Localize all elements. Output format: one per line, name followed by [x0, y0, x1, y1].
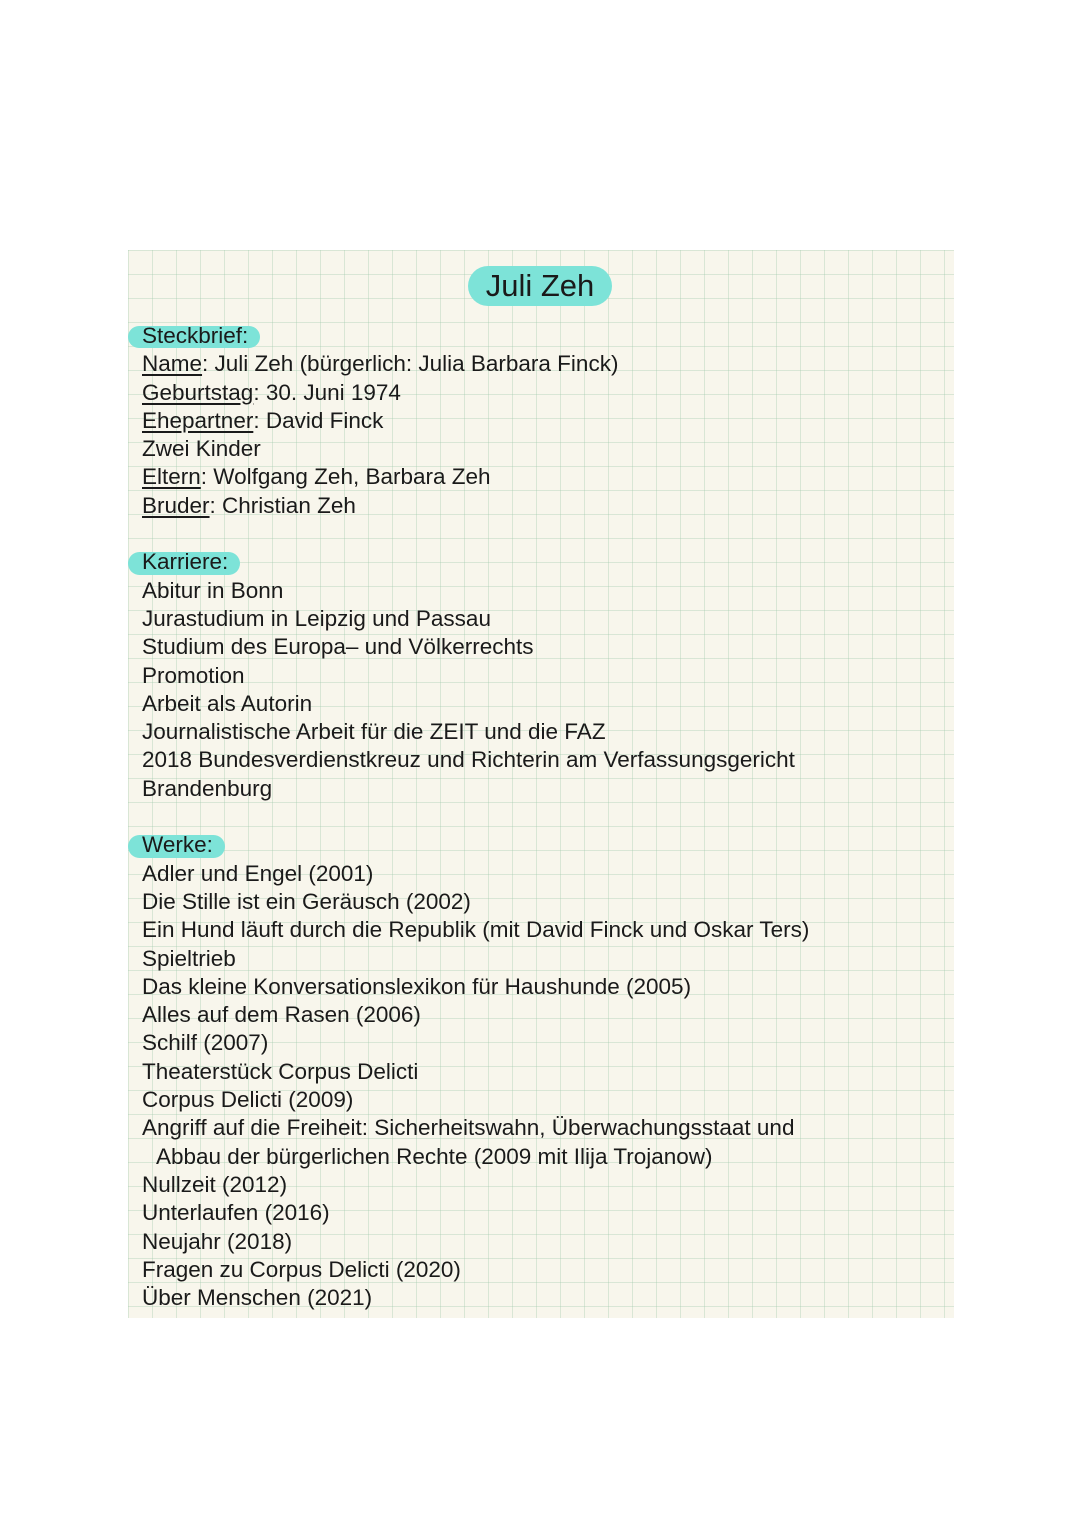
- karriere-item: Jurastudium in Leipzig und Passau: [142, 605, 491, 631]
- werke-item: Das kleine Konversationslexikon für Haushunde (2005): [142, 973, 692, 999]
- werke-item: Neujahr (2018): [142, 1228, 293, 1254]
- werke-item: Angriff auf die Freiheit: Sicherheitswahn, Überwachungsstaat und: [142, 1115, 795, 1141]
- werke-item: Corpus Delicti (2009): [142, 1087, 354, 1113]
- werke-item: Adler und Engel (2001): [142, 860, 374, 886]
- werke-item: Schilf (2007): [142, 1030, 269, 1056]
- page-title: Juli Zeh: [468, 266, 613, 306]
- title-container: [0, 266, 1080, 306]
- birthday-value: : 30. Juni 1974: [253, 379, 401, 405]
- parents-label: Eltern: [142, 464, 201, 490]
- brother-line: [142, 492, 932, 520]
- werke-item: Die Stille ist ein Geräusch (2002): [142, 888, 471, 914]
- karriere-section: [142, 548, 932, 803]
- name-label: Name: [142, 351, 203, 377]
- name-value: : Juli Zeh (bürgerlich: Julia Barbara Finck): [202, 351, 619, 377]
- parents-line: [142, 463, 932, 491]
- werke-item: Spieltrieb: [142, 945, 236, 971]
- karriere-item: Studium des Europa– und Völkerrechts: [142, 634, 534, 660]
- werke-section: [142, 831, 932, 1312]
- birthday-line: [142, 379, 932, 407]
- karriere-heading: Karriere:: [142, 548, 228, 576]
- brother-label: Bruder: [142, 492, 210, 518]
- section-spacer: [142, 520, 932, 548]
- karriere-item: Abitur in Bonn: [142, 577, 284, 603]
- karriere-item: Brandenburg: [142, 775, 273, 801]
- children-line: Zwei Kinder: [142, 436, 261, 462]
- werke-heading: Werke:: [142, 831, 213, 859]
- karriere-item: Journalistische Arbeit für die ZEIT und die FAZ: [142, 719, 606, 745]
- werke-item: Theaterstück Corpus Delicti: [142, 1058, 419, 1084]
- werke-item: Nullzeit (2012): [142, 1171, 288, 1197]
- werke-item: Fragen zu Corpus Delicti (2020): [142, 1256, 461, 1282]
- note-content: [142, 322, 932, 1312]
- karriere-item: Promotion: [142, 662, 245, 688]
- birthday-label: Geburtstag: [142, 379, 254, 405]
- section-spacer: [142, 803, 932, 831]
- werke-item: Alles auf dem Rasen (2006): [142, 1002, 421, 1028]
- werke-item-continuation: Abbau der bürgerlichen Rechte (2009 mit Ilija Trojanow): [156, 1143, 713, 1169]
- spouse-value: : David Finck: [253, 407, 384, 433]
- karriere-item: 2018 Bundesverdienstkreuz und Richterin am Verfassungsgericht: [142, 747, 795, 773]
- brother-value: : Christian Zeh: [209, 492, 356, 518]
- spouse-label: Ehepartner: [142, 407, 254, 433]
- steckbrief-section: [142, 322, 932, 520]
- werke-item: Über Menschen (2021): [142, 1285, 373, 1311]
- karriere-item: Arbeit als Autorin: [142, 690, 313, 716]
- steckbrief-heading: Steckbrief:: [142, 322, 248, 350]
- parents-value: : Wolfgang Zeh, Barbara Zeh: [200, 464, 491, 490]
- werke-item: Ein Hund läuft durch die Republik (mit David Finck und Oskar Ters): [142, 917, 810, 943]
- werke-item: Unterlaufen (2016): [142, 1200, 330, 1226]
- name-line: [142, 350, 932, 378]
- spouse-line: [142, 407, 932, 435]
